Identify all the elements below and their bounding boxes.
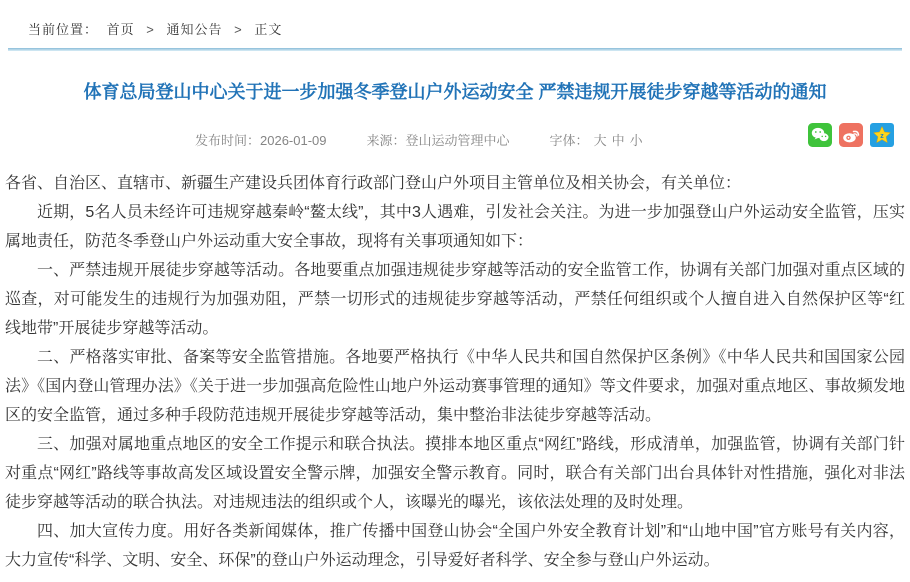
share-bar [808,123,894,147]
breadcrumb-separator: > [146,22,155,37]
breadcrumb-item-home[interactable]: 首页 [106,22,135,37]
paragraph-salutation: 各省、自治区、直辖市、新疆生产建设兵团体育行政部门登山户外项目主管单位及相关协会，有关单位： [5,175,742,192]
paragraph-item-2: 二、严格落实审批、备案等安全监管措施。各地要严格执行《中华人民共和国自然保护区条例》《中华人民共和国国家公园法》《国内登山管理办法》《关于进一步加强高危险性山地户外运动赛事管理的通知》等文件要求，加强对重点地区、事故频发地区的安全监管，通过多种手段防范违规开展徒步穿越等活动，集中整治非法徒步穿越等活动。 [5,349,905,424]
publish-time: 发布时间：2026-01-09 [195,132,327,148]
article-body [0,169,910,575]
source-value: 登山运动管理中心 [405,132,510,148]
paragraph-item-1: 一、严禁违规开展徒步穿越等活动。各地要重点加强违规徒步穿越等活动的安全监管工作，协调有关部门加强对重点区域的巡查，对可能发生的违规行为加强劝阻，严禁一切形式的违规徒步穿越等活动，严禁任何组织或个人擅自进入自然保护区等“红线地带”开展徒步穿越等活动。 [5,262,905,337]
font-size-large-button[interactable]: 大 [593,132,607,148]
paragraph-item-3: 三、加强对属地重点地区的安全工作提示和联合执法。摸排本地区重点“网红”路线，形成清单，加强监管，协调有关部门针对重点“网红”路线等事故高发区域设置安全警示牌，加强安全警示教育。同时，联合有关部门出台具体针对性措施，强化对非法徒步穿越等活动的联合执法。对违规违法的组织或个人，该曝光的曝光，该依法处理的及时处理。 [5,436,905,511]
font-size-medium-button[interactable]: 中 [611,132,625,148]
qzone-share-icon[interactable] [870,123,894,147]
article-meta [0,127,910,151]
breadcrumb-separator: > [234,22,243,37]
breadcrumb-label: 当前位置： [28,22,99,37]
source: 来源：登山运动管理中心 [366,132,510,148]
breadcrumb [0,0,910,38]
breadcrumb-item-notices[interactable]: 通知公告 [166,22,223,37]
font-size-control: 字体： 大 中 小 [549,132,643,148]
breadcrumb-item-current: 正文 [254,22,283,37]
page-title: 体育总局登山中心关于进一步加强冬季登山户外运动安全 严禁违规开展徒步穿越等活动的通知 [83,82,827,102]
font-size-small-button[interactable]: 小 [629,132,643,148]
weibo-share-icon[interactable] [839,123,863,147]
svg-text:z: z [880,132,884,140]
wechat-share-icon[interactable] [808,123,832,147]
publish-date-value: 2026-01-09 [260,132,327,148]
paragraph-item-4: 四、加大宣传力度。用好各类新闻媒体，推广传播中国登山协会“全国户外安全教育计划”和“山地中国”官方账号有关内容，大力宣传“科学、文明、安全、环保”的登山户外运动理念，引导爱好者科学、安全参与登山户外运动。 [5,523,905,569]
paragraph-intro: 近期，5名人员未经许可违规穿越秦岭“鳌太线”，其中3人遇难，引发社会关注。为进一步加强登山户外运动安全监管，压实属地责任，防范冬季登山户外运动重大安全事故，现将有关事项通知如下： [5,204,905,250]
breadcrumb-divider [8,48,902,51]
